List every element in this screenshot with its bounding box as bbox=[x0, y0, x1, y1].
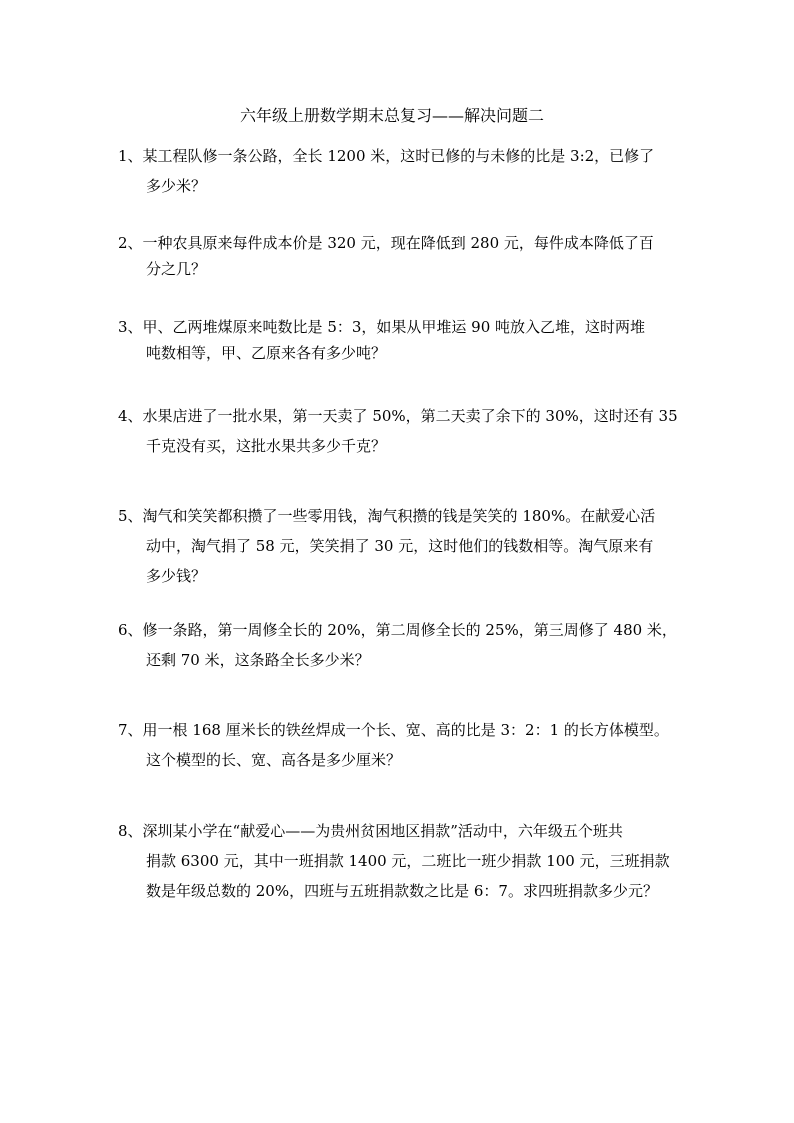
question-8 bbox=[118, 816, 698, 906]
question-line: 5、淘气和笑笑都积攒了一些零用钱，淘气积攒的钱是笑笑的 180%。在献爱心活 bbox=[118, 507, 656, 525]
question-6 bbox=[118, 615, 698, 675]
question-line: 7、用一根 168 厘米长的铁丝焊成一个长、宽、高的比是 3：2：1 的长方体模型。 bbox=[118, 721, 669, 739]
question-line: 3、甲、乙两堆煤原来吨数比是 5：3，如果从甲堆运 90 吨放入乙堆，这时两堆 bbox=[118, 318, 646, 336]
question-line: 捐款 6300 元，其中一班捐款 1400 元，二班比一班少捐款 100 元，三班捐款 bbox=[146, 852, 670, 870]
document-title: 六年级上册数学期末总复习——解决问题二 bbox=[240, 106, 545, 125]
question-line: 吨数相等，甲、乙原来各有多少吨？ bbox=[146, 344, 387, 362]
question-line: 8、深圳某小学在“献爱心——为贵州贫困地区捐款”活动中，六年级五个班共 bbox=[118, 822, 623, 840]
question-line: 动中，淘气捐了 58 元，笑笑捐了 30 元，这时他们的钱数相等。淘气原来有 bbox=[146, 537, 654, 555]
question-line: 千克没有买，这批水果共多少千克？ bbox=[146, 437, 387, 455]
question-2 bbox=[118, 230, 698, 282]
question-line: 多少钱？ bbox=[146, 567, 207, 585]
question-4 bbox=[118, 401, 698, 461]
question-7 bbox=[118, 715, 698, 775]
question-1 bbox=[118, 141, 698, 201]
question-5 bbox=[118, 501, 698, 591]
question-line: 数是年级总数的 20%，四班与五班捐款数之比是 6：7。求四班捐款多少元？ bbox=[146, 882, 658, 900]
question-line: 2、一种农具原来每件成本价是 320 元，现在降低到 280 元，每件成本降低了百 bbox=[118, 234, 654, 252]
question-line: 1、某工程队修一条公路，全长 1200 米，这时已修的与未修的比是 3:2，已修了 bbox=[118, 147, 655, 165]
question-line: 4、水果店进了一批水果，第一天卖了 50%，第二天卖了余下的 30%，这时还有 35 bbox=[118, 407, 678, 425]
question-line: 这个模型的长、宽、高各是多少厘米？ bbox=[146, 751, 402, 769]
question-line: 多少米？ bbox=[146, 177, 207, 195]
question-3 bbox=[118, 314, 698, 366]
question-line: 还剩 70 米，这条路全长多少米？ bbox=[146, 651, 370, 669]
question-line: 分之几？ bbox=[146, 260, 207, 278]
question-line: 6、修一条路，第一周修全长的 20%，第二周修全长的 25%，第三周修了 480 米， bbox=[118, 621, 677, 639]
